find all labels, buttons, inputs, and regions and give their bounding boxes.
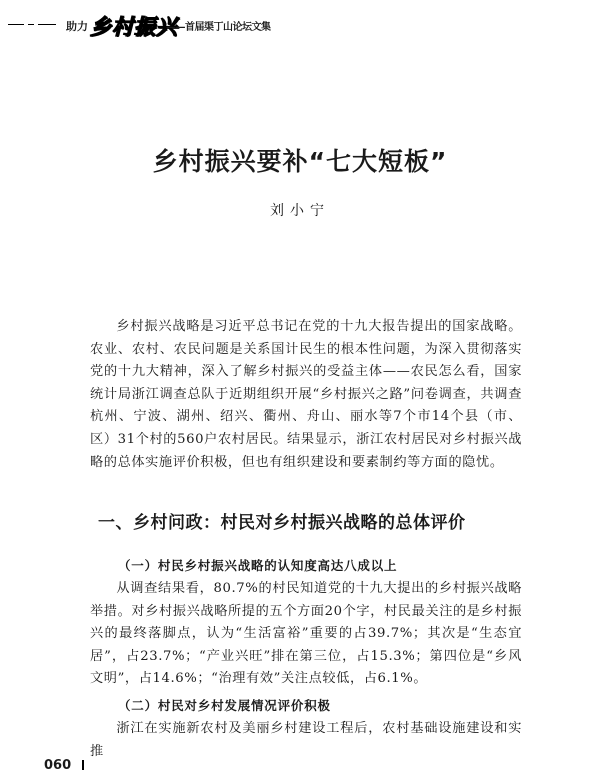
header-collection-title: ——首届渠丁山论坛文集 [166, 22, 271, 33]
page-marker [82, 760, 84, 770]
page-number: 060 [44, 758, 72, 773]
section-heading: 一、乡村问政：村民对乡村振兴战略的总体评价 [98, 513, 466, 533]
header-prefix: 助力 [66, 20, 88, 33]
article-author: 刘小宁 [270, 203, 330, 219]
intro-paragraph: 乡村振兴战略是习近平总书记在党的十九大报告提出的国家战略。农业、农村、农民问题是关系国计民生的根本性问题，为深入贯彻落实党的十九大精神，深入了解乡村振兴的受益主体——农民怎么看，国家统计局浙江调查总队于近期组织开展“乡村振兴之路”问卷调查，共调查杭州、宁波、湖州、绍兴、衢州、舟山、丽水等7个市14个县（市、区）31个村的560户农村居民。结果显示，浙江农村居民对乡村振兴战略的总体实施评价积极，但也有组织建设和要素制约等方面的隐忧。 [90, 319, 522, 470]
subsection-paragraph: 浙江在实施新农村及美丽乡村建设工程后，农村基础设施建设和实推 [90, 721, 522, 759]
header-dash [28, 24, 34, 25]
subsection-heading: （一）村民乡村振兴战略的认知度高达八成以上 [118, 558, 398, 573]
subsection-heading: （二）村民对乡村发展情况评价积极 [118, 698, 331, 713]
header-brand-logo: 乡村振兴 [90, 15, 178, 39]
header-dash [38, 24, 56, 25]
running-header [0, 8, 600, 39]
article-title: 乡村振兴要补“七大短板” [152, 147, 448, 176]
subsection-paragraph: 从调查结果看，80.7%的村民知道党的十九大提出的乡村振兴战略举措。对乡村振兴战略所提的五个方面20个字，村民最关注的是乡村振兴的最终落脚点，认为“生活富裕”重要的占39.7%；其次是“生态宜居”，占23.7%；“产业兴旺”排在第三位，占15.3%；第四位是“乡风文明”，占14.6%；“治理有效”关注点较低，占6.1%。 [90, 581, 522, 687]
header-dash [8, 24, 24, 25]
